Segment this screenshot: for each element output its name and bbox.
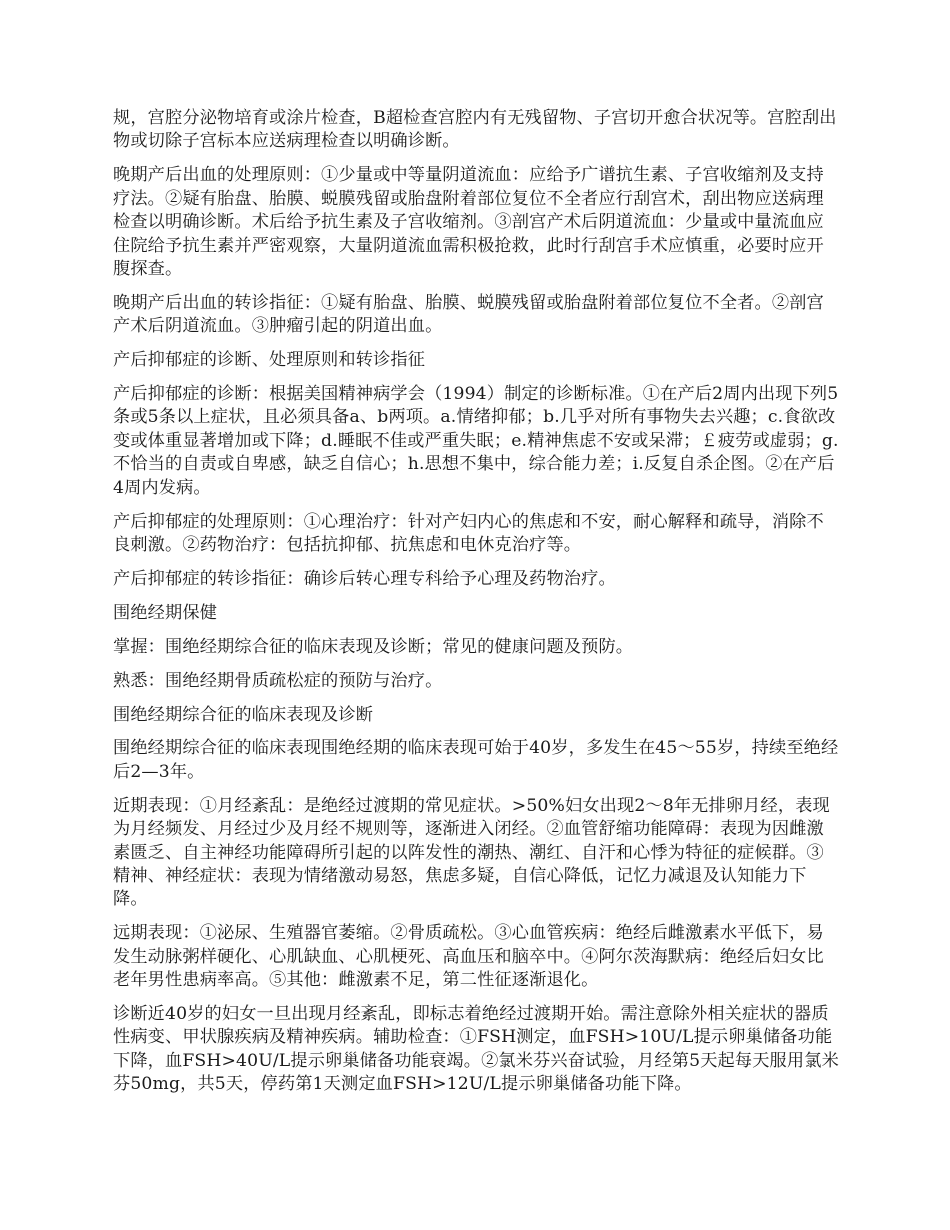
paragraph-master: 掌握：围绝经期综合征的临床表现及诊断；常见的健康问题及预防。 [113,636,634,657]
paragraph-14: 远期表现：①泌尿、生殖器官萎缩。②骨质疏松。③心血管疾病：绝经后雌激素水平低下，易发生动脉粥样硬化、心肌缺血、心肌梗死、高血压和脑卒中。④阿尔茨海默病：绝经后妇女比老年男性患病率高。⑤其他：雌激素不足，第二性征逐渐退化。 [113,923,824,991]
paragraph-15: 诊断近40岁的妇女一旦出现月经紊乱，即标志着绝经过渡期开始。需注意除外相关症状的器质性病变、甲状腺疾病及精神疾病。辅助检查：①FSH测定，血FSH>10U/L提示卵巢储备功能下降，血FSH>40U/L提示卵巢储备功能衰竭。②氯米芬兴奋试验，月经第5天起每天服用氯米芬50mg，共5天，停药第1天测定血FSH>12U/L提示卵巢储备功能下降。 [113,1004,839,1095]
section-heading-postpartum-depression: 产后抑郁症的诊断、处理原则和转诊指征 [113,350,426,371]
paragraph-1: 规，宫腔分泌物培育或涂片检查，B超检查宫腔内有无残留物、子宫切开愈合状况等。宫腔刮出物或切除子宫标本应送病理检查以明确诊断。 [113,108,837,152]
document-page [113,107,841,1107]
paragraph-5: 产后抑郁症的诊断：根据美国精神病学会（1994）制定的诊断标准。①在产后2周内出现下列5条或5条以上症状，且必须具备a、b两项。a.情绪抑郁；b.几乎对所有事物失去兴趣；c.食欲改变或体重显著增加或下降；d.睡眠不佳或严重失眠；e.精神焦虑不安或呆滞；￡疲劳或虚弱；g.不恰当的自责或自卑感，缺乏自信心；h.思想不集中，综合能力差；i.反复自杀企图。②在产后4周内发病。 [113,384,839,498]
paragraph-7: 产后抑郁症的转诊指征：确诊后转心理专科给予心理及药物治疗。 [113,568,616,589]
paragraph-13: 近期表现：①月经紊乱：是绝经过渡期的常见症状。>50%妇女出现2～8年无排卵月经，表现为月经频发、月经过少及月经不规则等，逐渐进入闭经。②血管舒缩功能障碍：表现为因雌激素匮乏、自主神经功能障碍所引起的以阵发性的潮热、潮红、自汗和心悸为特征的症候群。③精神、神经症状：表现为情绪激动易怒，焦虑多疑，自信心降低，记忆力减退及认知能力下降。 [113,795,830,910]
paragraph-3: 晚期产后出血的转诊指征：①疑有胎盘、胎膜、蜕膜残留或胎盘附着部位复位不全者。②剖宫产术后阴道流血。③肿瘤引起的阴道出血。 [113,292,824,337]
paragraph-12: 围绝经期综合征的临床表现围绝经期的临床表现可始于40岁，多发生在45～55岁，持续至绝经后2—3年。 [113,738,839,782]
section-heading-perimenopause-syndrome: 围绝经期综合征的临床表现及诊断 [113,704,374,725]
section-heading-perimenopause-care: 围绝经期保健 [113,602,218,623]
paragraph-6: 产后抑郁症的处理原则：①心理治疗：针对产妇内心的焦虑和不安，耐心解释和疏导，消除不良刺激。②药物治疗：包括抗抑郁、抗焦虑和电休克治疗等。 [113,511,824,555]
paragraph-2: 晚期产后出血的处理原则：①少量或中等量阴道流血：应给予广谱抗生素、子宫收缩剂及支持疗法。②疑有胎盘、胎膜、蜕膜残留或胎盘附着部位复位不全者应行刮宫术，刮出物应送病理检查以明确诊断。术后给予抗生素及子宫收缩剂。③剖宫产术后阴道流血：少量或中量流血应住院给予抗生素并严密观察，大量阴道流血需积极抢救，此时行刮宫手术应慎重，必要时应开腹探查。 [113,165,824,279]
paragraph-familiar: 熟悉：围绝经期骨质疏松症的预防与治疗。 [113,670,443,691]
